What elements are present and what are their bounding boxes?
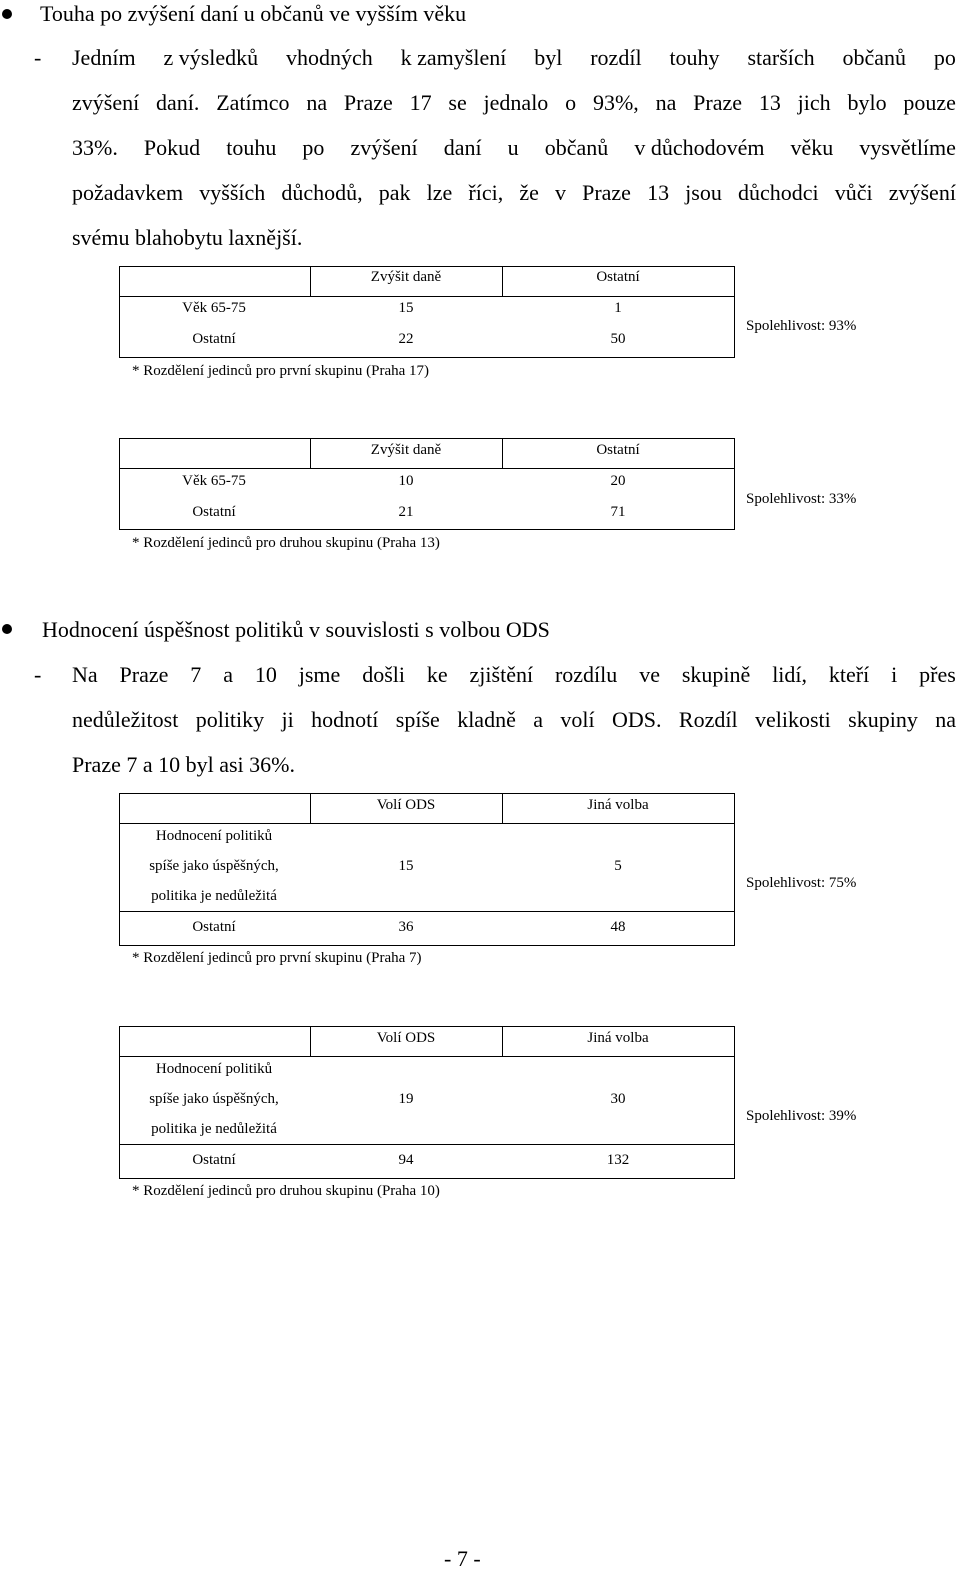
word: bylo xyxy=(847,90,887,115)
row-label: Ostatní xyxy=(192,1152,236,1168)
word: i xyxy=(891,662,898,687)
word: z výsledků xyxy=(163,45,259,70)
word: jednalo xyxy=(483,90,549,115)
word: zjištění xyxy=(469,662,534,687)
word: říci, xyxy=(468,180,504,205)
word: skupině xyxy=(681,662,751,687)
word: a xyxy=(223,662,233,687)
table-divider xyxy=(119,468,735,469)
word: a xyxy=(533,707,543,732)
word: 13 xyxy=(647,180,670,205)
word: lze xyxy=(426,180,453,205)
word: rozdíl xyxy=(590,45,642,70)
row-label: Ostatní xyxy=(192,504,236,520)
word: lidí, xyxy=(772,662,808,687)
reliability-value: Spolehlivost: 33% xyxy=(746,491,857,507)
paragraph-line xyxy=(72,89,956,117)
column-header: Volí ODS xyxy=(376,797,436,813)
table-note: * Rozdělení jedinců pro první skupinu (Praha 7) xyxy=(132,950,422,966)
word: 33%. xyxy=(72,135,118,160)
word: na xyxy=(935,707,956,732)
row-label: politika je nedůležitá xyxy=(151,888,277,904)
table-divider xyxy=(119,1056,735,1057)
table-cell: 21 xyxy=(398,504,414,520)
row-label: Hodnocení politiků xyxy=(155,828,273,844)
word: rozdílu xyxy=(554,662,618,687)
word: vhodných xyxy=(286,45,373,70)
row-label: spíše jako úspěšných, xyxy=(149,1091,279,1107)
word: důchodů, xyxy=(281,180,363,205)
word: nedůležitost xyxy=(72,707,179,732)
word: daní xyxy=(443,135,482,160)
word: touhu xyxy=(226,135,277,160)
table-cell: 20 xyxy=(610,473,626,489)
word: na xyxy=(655,90,677,115)
paragraph-line xyxy=(72,134,956,162)
column-header: Zvýšit daně xyxy=(370,442,442,458)
table-note: * Rozdělení jedinců pro druhou skupinu (Praha 13) xyxy=(132,535,440,551)
word: Zatímco xyxy=(216,90,290,115)
table-cell: 15 xyxy=(398,300,414,316)
table-cell: 19 xyxy=(398,1091,414,1107)
paragraph-line xyxy=(72,44,956,72)
word: vůči xyxy=(834,180,873,205)
word: jich xyxy=(797,90,831,115)
word: jsme xyxy=(298,662,341,687)
table-cell: 94 xyxy=(398,1152,414,1168)
word: u xyxy=(507,135,519,160)
table-cell: 10 xyxy=(398,473,414,489)
table-divider xyxy=(502,266,503,296)
table-divider xyxy=(119,1144,735,1145)
row-label: Ostatní xyxy=(192,919,236,935)
word: spíše xyxy=(395,707,440,732)
word: byl xyxy=(534,45,563,70)
list-dash: - xyxy=(34,45,42,70)
word: po xyxy=(302,135,325,160)
word: skupiny xyxy=(848,707,918,732)
row-label: Hodnocení politiků xyxy=(155,1061,273,1077)
word: Na xyxy=(72,662,98,687)
word: po xyxy=(933,45,956,70)
word: politiky xyxy=(195,707,265,732)
table-note: * Rozdělení jedinců pro první skupinu (Praha 17) xyxy=(132,363,430,379)
paragraph-line xyxy=(72,706,956,734)
word: Pokud xyxy=(143,135,201,160)
word: Praze xyxy=(119,662,169,687)
word: na xyxy=(306,90,328,115)
table-divider xyxy=(119,911,735,912)
word: pouze xyxy=(903,90,956,115)
word: Praze xyxy=(693,90,743,115)
table-cell: 132 xyxy=(606,1152,630,1168)
word: přes xyxy=(919,662,956,687)
word: touhy xyxy=(669,45,720,70)
table-cell: 30 xyxy=(610,1091,626,1107)
table-cell: 5 xyxy=(614,858,622,874)
word: vysvětlíme xyxy=(859,135,956,160)
table-note: * Rozdělení jedinců pro druhou skupinu (Praha 10) xyxy=(132,1183,440,1199)
word: občanů xyxy=(544,135,609,160)
reliability-value: Spolehlivost: 75% xyxy=(746,875,857,891)
table-cell: 48 xyxy=(610,919,626,935)
word: se xyxy=(448,90,467,115)
word: důchodci xyxy=(737,180,819,205)
paragraph-line xyxy=(72,661,956,689)
section-heading-politicians: Hodnocení úspěšnost politiků v souvislosti s volbou ODS xyxy=(42,617,550,642)
word: ji xyxy=(281,707,294,732)
paragraph-line: svému blahobytu laxnější. xyxy=(72,225,303,250)
table-cell: 50 xyxy=(610,331,626,347)
word: o xyxy=(565,90,577,115)
word: Jedním xyxy=(72,45,136,70)
column-header: Volí ODS xyxy=(376,1030,436,1046)
table-divider xyxy=(502,1026,503,1056)
paragraph-line xyxy=(72,179,956,207)
row-label: Věk 65-75 xyxy=(182,473,246,489)
table-cell: 36 xyxy=(398,919,414,935)
word: 93%, xyxy=(592,90,639,115)
table-divider xyxy=(502,438,503,468)
word: daní. xyxy=(156,90,200,115)
table-cell: 22 xyxy=(398,331,414,347)
table-divider xyxy=(119,823,735,824)
row-label: politika je nedůležitá xyxy=(151,1121,277,1137)
word: 13 xyxy=(758,90,781,115)
table-divider xyxy=(502,793,503,823)
word: zvýšení xyxy=(350,135,418,160)
word: Rozdíl xyxy=(678,707,738,732)
word: zvýšení xyxy=(72,90,140,115)
word: zvýšení xyxy=(888,180,956,205)
word: jsou xyxy=(685,180,722,205)
reliability-value: Spolehlivost: 93% xyxy=(746,318,857,334)
table-cell: 15 xyxy=(398,858,414,874)
word: požadavkem xyxy=(72,180,184,205)
word: že xyxy=(519,180,539,205)
column-header: Ostatní xyxy=(596,442,640,458)
word: Praze xyxy=(343,90,393,115)
list-dash: - xyxy=(34,662,42,687)
word: 7 xyxy=(190,662,202,687)
word: vyšších xyxy=(199,180,266,205)
word: ke xyxy=(426,662,448,687)
column-header: Jiná volba xyxy=(587,1030,649,1046)
word: věku xyxy=(790,135,834,160)
table-divider xyxy=(119,296,735,297)
table-cell: 71 xyxy=(610,504,626,520)
table-cell: 1 xyxy=(614,300,622,316)
word: v důchodovém xyxy=(634,135,765,160)
row-label: Ostatní xyxy=(192,331,236,347)
word: 10 xyxy=(254,662,277,687)
word: volí xyxy=(560,707,595,732)
word: kteří xyxy=(828,662,870,687)
word: 17 xyxy=(409,90,432,115)
bullet-icon xyxy=(2,9,12,19)
word: starších xyxy=(747,45,815,70)
word: ODS. xyxy=(612,707,662,732)
reliability-value: Spolehlivost: 39% xyxy=(746,1108,857,1124)
word: velikosti xyxy=(754,707,831,732)
word: občanů xyxy=(842,45,907,70)
paragraph-line: Praze 7 a 10 byl asi 36%. xyxy=(72,752,295,777)
page-number: - 7 - xyxy=(444,1546,481,1571)
word: došli xyxy=(362,662,405,687)
word: pak xyxy=(378,180,411,205)
column-header: Jiná volba xyxy=(587,797,649,813)
row-label: spíše jako úspěšných, xyxy=(149,858,279,874)
word: v xyxy=(554,180,566,205)
word: kladně xyxy=(457,707,516,732)
word: Praze xyxy=(582,180,631,205)
word: k zamyšlení xyxy=(400,45,507,70)
bullet-icon xyxy=(2,624,12,634)
row-label: Věk 65-75 xyxy=(182,300,246,316)
column-header: Zvýšit daně xyxy=(370,269,442,285)
word: ve xyxy=(639,662,660,687)
section-heading-taxes: Touha po zvýšení daní u občanů ve vyšším věku xyxy=(40,1,467,26)
column-header: Ostatní xyxy=(596,269,640,285)
word: hodnotí xyxy=(311,707,379,732)
